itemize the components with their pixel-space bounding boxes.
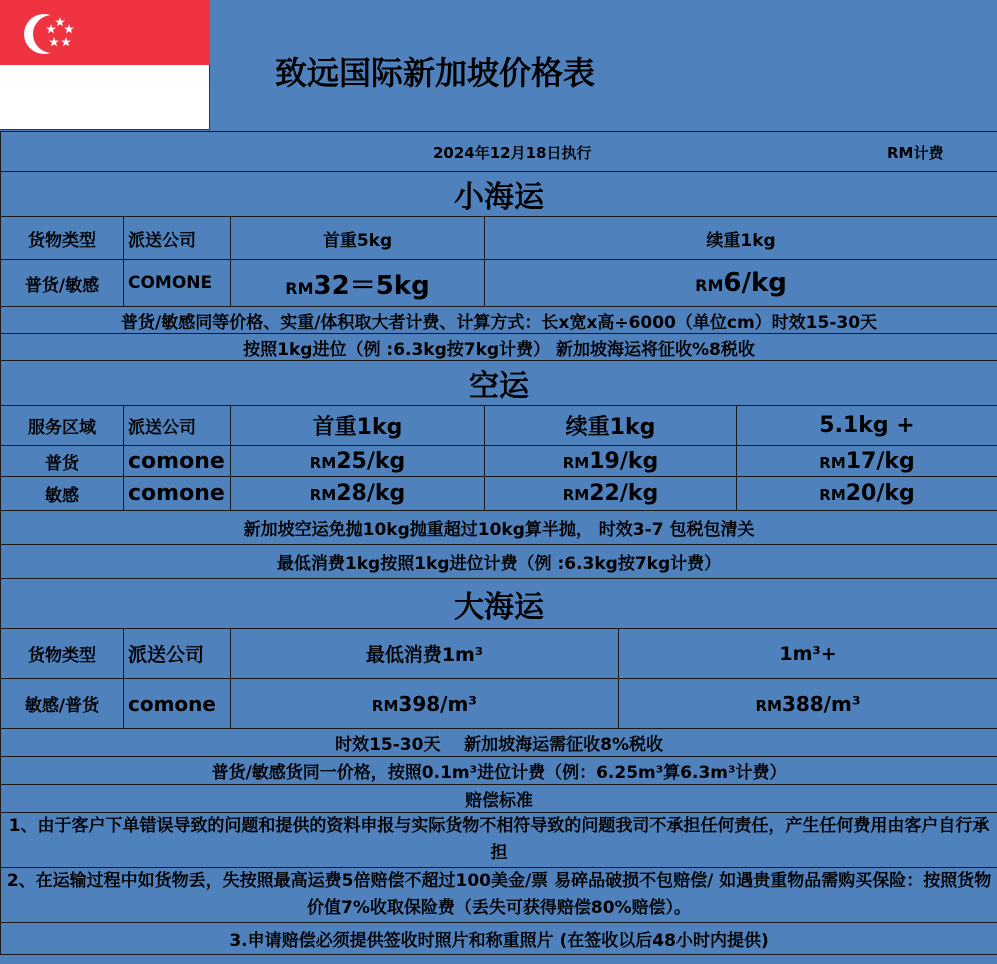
flag-red-band: [0, 0, 210, 65]
row-company: COMONE: [124, 260, 231, 307]
air-row-type: 普货: [1, 446, 124, 477]
effective-date: 2024年12月18日执行: [433, 144, 592, 162]
col-delivery-company: 派送公司: [124, 629, 231, 679]
col-cargo-type: 货物类型: [1, 629, 124, 679]
air-extra-price: RM19/kg: [485, 446, 737, 477]
small-sea-note-2: 按照1kg进位（例 :6.3kg按7kg计费） 新加坡海运将征收%8税收: [1, 334, 997, 361]
extra-weight-price: RM6/kg: [485, 260, 997, 307]
col-delivery-company: 派送公司: [124, 217, 231, 260]
air-note-2: 最低消费1kg按照1kg进位计费（例 :6.3kg按7kg计费）: [1, 545, 997, 579]
col-service-area: 服务区域: [1, 406, 124, 446]
col-over-volume: 1m³+: [619, 629, 997, 679]
compensation-item-3: 3.申请赔偿必须提供签收时照片和称重照片 (在签收以后48小时内提供): [1, 923, 997, 955]
price-table: [0, 131, 997, 955]
min-charge-price: RM398/m³: [231, 679, 619, 729]
air-row-company: comone: [124, 477, 231, 511]
air-over-price: RM17/kg: [737, 446, 997, 477]
big-sea-note-2: 普货/敏感货同一价格，按照0.1m³进位计费（例：6.25m³算6.3m³计费）: [1, 757, 997, 785]
air-title: 空运: [1, 361, 997, 406]
col-first-weight: 首重1kg: [231, 406, 485, 446]
row-cargo-type: 普货/敏感: [1, 260, 124, 307]
col-extra-weight: 续重1kg: [485, 217, 997, 260]
big-sea-note-1: 时效15-30天 新加坡海运需征收8%税收: [1, 729, 997, 757]
small-sea-title: 小海运: [1, 172, 997, 217]
flag-white-band: [0, 65, 210, 130]
first-weight-price: RM32＝5kg: [231, 260, 485, 307]
col-over-weight: 5.1kg +: [737, 406, 997, 446]
compensation-item-2: 2、在运输过程中如货物丢，失按照最高运费5倍赔偿不超过100美金/票 易碎品破损不包赔偿/ 如遇贵重物品需购买保险：按照货物价值7%收取保险费（丢失可获得赔偿80%赔偿）。: [1, 868, 997, 923]
singapore-flag: [0, 0, 210, 130]
air-note-1: 新加坡空运免抛10kg抛重超过10kg算半抛， 时效3-7 包税包清关: [1, 511, 997, 545]
header-row: [1, 132, 997, 172]
air-extra-price: RM22/kg: [485, 477, 737, 511]
air-over-price: RM20/kg: [737, 477, 997, 511]
big-sea-title: 大海运: [1, 579, 997, 629]
col-delivery-company: 派送公司: [124, 406, 231, 446]
row-company: comone: [124, 679, 231, 729]
air-first-price: RM25/kg: [231, 446, 485, 477]
col-cargo-type: 货物类型: [1, 217, 124, 260]
currency-note: RM计费: [887, 144, 944, 162]
small-sea-note-1: 普货/敏感同等价格、实重/体积取大者计费、计算方式：长x宽x高÷6000（单位cm）时效15-30天: [1, 307, 997, 334]
air-first-price: RM28/kg: [231, 477, 485, 511]
air-row-company: comone: [124, 446, 231, 477]
col-min-charge: 最低消费1m³: [231, 629, 619, 679]
page-title: 致远国际新加坡价格表: [275, 54, 596, 92]
compensation-title: 赔偿标准: [1, 785, 997, 813]
over-volume-price: RM388/m³: [619, 679, 997, 729]
crescent-stars-icon: [18, 4, 78, 64]
col-extra-weight: 续重1kg: [485, 406, 737, 446]
col-first-weight: 首重5kg: [231, 217, 485, 260]
row-cargo-type: 敏感/普货: [1, 679, 124, 729]
air-row-type: 敏感: [1, 477, 124, 511]
compensation-item-1: 1、由于客户下单错误导致的问题和提供的资料申报与实际货物不相符导致的问题我司不承担任何责任，产生任何费用由客户自行承担: [1, 813, 997, 868]
